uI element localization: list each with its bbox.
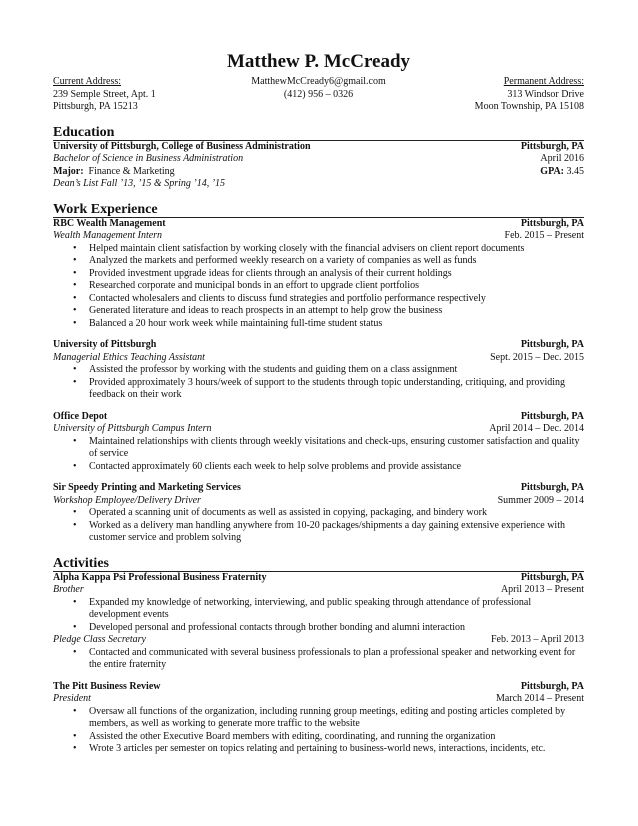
bullet-item: • Provided approximately 3 hours/week of support to the students through topic understanding, critiquing, and providing feedback on their work <box>53 377 584 402</box>
education-deans-row <box>53 178 584 191</box>
job-org: Office Depot <box>53 410 108 422</box>
activity-bullets <box>53 706 584 756</box>
bullet-item: • Oversaw all functions of the organization, including running group meetings, editing and posting articles completed by members, as well as working to generate more traffic to the website <box>53 706 584 731</box>
bullet-item: • Balanced a 20 hour work week while maintaining full-time student status <box>53 318 584 331</box>
activity-role: Brother <box>53 584 84 595</box>
email: MatthewMcCready6@gmail.com <box>251 76 386 87</box>
job-dates: April 2014 – Dec. 2014 <box>489 423 584 434</box>
bullet-item: • Contacted and communicated with several business professionals to plan a professional speaker and networking event for the entire fraternity <box>53 647 584 672</box>
job-location: Pittsburgh, PA <box>520 410 584 422</box>
job-dates: Feb. 2015 – Present <box>504 230 584 241</box>
education-school: University of Pittsburgh, College of Business Administration <box>53 140 311 152</box>
job-bullets <box>53 243 584 331</box>
resume-name: Matthew P. McCready <box>226 51 411 72</box>
activity-role-row <box>53 693 584 706</box>
activity-role-row <box>53 584 584 597</box>
activity-bullets <box>53 597 584 635</box>
permanent-address-label: Permanent Address: <box>503 76 584 87</box>
bullet-item: • Analyzed the markets and performed weekly research on a variety of companies as well as funds <box>53 255 584 268</box>
job-org: RBC Wealth Management <box>53 217 166 229</box>
education-heading: Education <box>53 125 584 141</box>
job-org: University of Pittsburgh <box>53 339 157 350</box>
current-address-label: Current Address: <box>53 76 122 87</box>
activity-org: Alpha Kappa Psi Professional Business Fraternity <box>53 571 267 583</box>
bullet-item: • Expanded my knowledge of networking, interviewing, and public speaking through attendance of professional development events <box>53 597 584 622</box>
job-header-row <box>53 482 584 495</box>
activity-location: Pittsburgh, PA <box>520 680 584 692</box>
activities-heading: Activities <box>53 556 584 572</box>
job-bullets <box>53 364 584 402</box>
work-heading: Work Experience <box>53 202 584 218</box>
education-major-line <box>53 166 175 179</box>
activity-dates: March 2014 – Present <box>495 693 584 704</box>
activity-header-row <box>53 681 584 694</box>
bullet-item: • Assisted the professor by working with the students and guiding them on a class assignment <box>53 364 584 377</box>
activity-role-row <box>53 634 584 647</box>
job-header-row <box>53 218 584 231</box>
activity-header-row <box>53 572 584 585</box>
job-role-row <box>53 352 584 365</box>
job-role-row <box>53 230 584 243</box>
job-org: Sir Speedy Printing and Marketing Services <box>53 482 241 493</box>
job-location: Pittsburgh, PA <box>520 482 584 493</box>
job-dates: Sept. 2015 – Dec. 2015 <box>490 351 584 363</box>
job-role-row <box>53 495 584 508</box>
job-role: Managerial Ethics Teaching Assistant <box>53 351 205 363</box>
current-address-line2: Pittsburgh, PA 15213 <box>53 101 138 112</box>
job-bullets <box>53 507 584 545</box>
activity-org: The Pitt Business Review <box>53 680 161 692</box>
contact-block <box>53 76 584 114</box>
job-role: Wealth Management Intern <box>53 230 163 241</box>
permanent-address-line1: 313 Windsor Drive <box>507 88 584 100</box>
job-dates: Summer 2009 – 2014 <box>497 494 584 506</box>
major-value: Finance & Marketing <box>88 165 175 177</box>
education-school-row <box>53 141 584 154</box>
activity-location: Pittsburgh, PA <box>520 571 584 583</box>
job-role-row <box>53 423 584 436</box>
contact-info <box>230 76 407 114</box>
deans-list: Dean’s List Fall ’13, ’15 & Spring ’14, ’15 <box>53 178 226 189</box>
activity-dates: April 2013 – Present <box>500 584 584 595</box>
bullet-item: • Provided investment upgrade ideas for clients through an analysis of their current holdings <box>53 268 584 281</box>
activity-role: Pledge Class Secretary <box>53 634 146 645</box>
activity-bullets <box>53 647 584 672</box>
job-location: Pittsburgh, PA <box>520 339 584 350</box>
bullet-item: • Operated a scanning unit of documents as well as assisted in copying, packaging, and bindery work <box>53 507 584 520</box>
education-gpa-line <box>540 166 584 179</box>
job-header-row <box>53 339 584 352</box>
bullet-item: • Developed personal and professional contacts through brother bonding and alumni interaction <box>53 622 584 635</box>
bullet-item: • Generated literature and ideas to reach prospects in an attempt to help grow the business <box>53 305 584 318</box>
job-role: University of Pittsburgh Campus Intern <box>53 423 212 434</box>
job-role: Workshop Employee/Delivery Driver <box>53 494 201 506</box>
activity-dates: Feb. 2013 – April 2013 <box>490 634 584 645</box>
education-major-row <box>53 166 584 179</box>
bullet-item: • Helped maintain client satisfaction by working closely with the financial advisers on client report documents <box>53 243 584 256</box>
bullet-item: • Maintained relationships with clients through weekly visitations and check-ups, ensuring customer satisfaction and quality of service <box>53 436 584 461</box>
bullet-item: • Wrote 3 articles per semester on topics relating and pertaining to business-world news, interactions, incidents, etc. <box>53 743 584 756</box>
education-degree-row <box>53 153 584 166</box>
current-address-line1: 239 Semple Street, Apt. 1 <box>53 88 156 100</box>
major-label: Major: <box>53 165 84 177</box>
job-location: Pittsburgh, PA <box>520 217 584 229</box>
education-date: April 2016 <box>540 153 584 164</box>
bullet-item: • Researched corporate and municipal bonds in an effort to upgrade client portfolios <box>53 280 584 293</box>
job-header-row <box>53 411 584 424</box>
permanent-address-line2: Moon Township, PA 15108 <box>474 101 584 112</box>
job-bullets <box>53 436 584 474</box>
bullet-item: • Contacted wholesalers and clients to discuss fund strategies and portfolio performance respectively <box>53 293 584 306</box>
gpa-label: GPA: <box>540 165 564 177</box>
current-address <box>53 76 230 114</box>
permanent-address <box>407 76 584 114</box>
bullet-item: • Assisted the other Executive Board members with editing, coordinating, and running the organization <box>53 731 584 744</box>
education-degree: Bachelor of Science in Business Administration <box>53 153 244 164</box>
bullet-item: • Contacted approximately 60 clients each week to help solve problems and provide assistance <box>53 461 584 474</box>
gpa-value: 3.45 <box>566 165 584 177</box>
bullet-item: • Worked as a delivery man handling anywhere from 10-20 packages/shipments a day gaining extensive experience with customer service and problem solving <box>53 520 584 545</box>
activity-role: President <box>53 693 91 704</box>
education-location: Pittsburgh, PA <box>520 140 584 152</box>
resume-page <box>53 50 584 756</box>
phone: (412) 956 – 0326 <box>283 88 354 100</box>
